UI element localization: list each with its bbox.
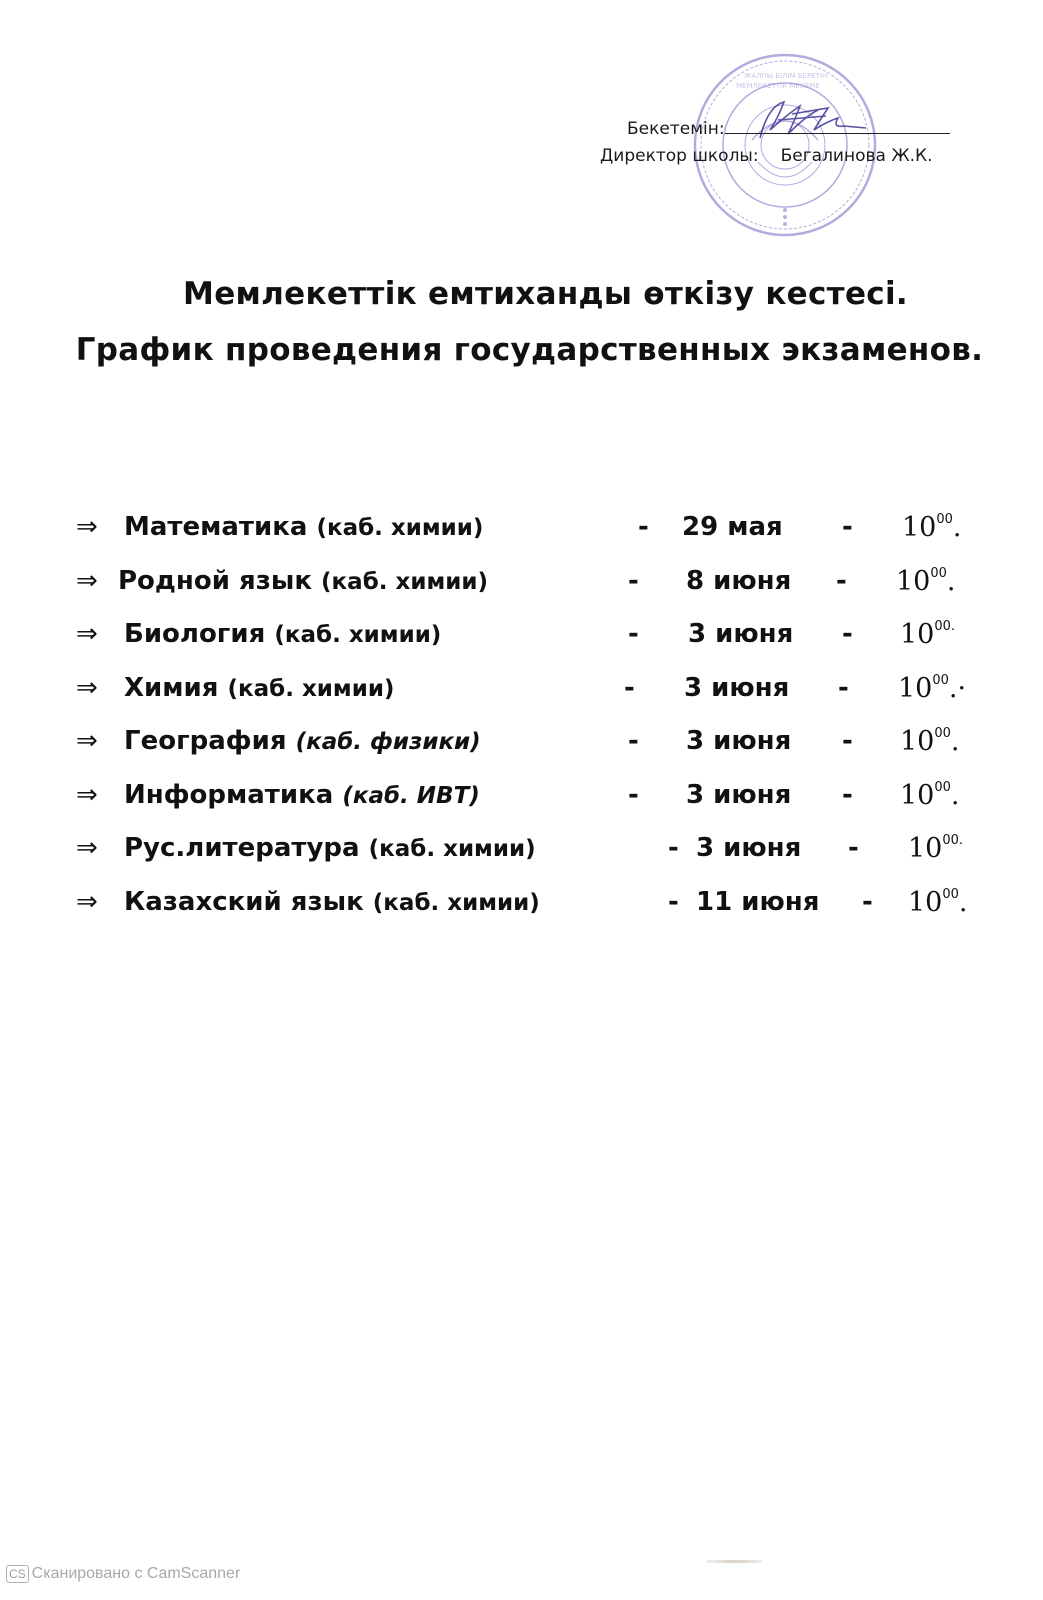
time-hours: 10 — [908, 886, 943, 918]
arrow-icon: ⇒ — [76, 512, 98, 542]
schedule-row — [76, 829, 996, 883]
time-hours: 10 — [900, 619, 935, 650]
separator: - — [836, 565, 847, 596]
camscanner-watermark — [6, 1565, 240, 1583]
separator: - — [842, 779, 853, 810]
arrow-icon: ⇒ — [76, 672, 98, 703]
arrow-icon: ⇒ — [76, 726, 98, 756]
separator: - — [638, 512, 649, 542]
separator: - — [842, 512, 853, 542]
subject-name: Родной язык — [118, 565, 312, 596]
subject-name: Химия — [124, 672, 219, 703]
time-hours: 10 — [898, 672, 933, 704]
time-hours: 10 — [900, 726, 935, 757]
schedule-row — [76, 669, 996, 723]
room: (каб. химии) — [227, 675, 395, 702]
room: (каб. физики) — [295, 729, 481, 755]
exam-time — [908, 833, 963, 864]
time-minutes: 00 — [936, 512, 953, 527]
exam-time — [902, 512, 962, 543]
exam-date: 3 июня — [684, 672, 790, 703]
time-hours: 10 — [902, 512, 937, 543]
exam-time — [900, 619, 955, 650]
room: (каб. химии) — [316, 515, 484, 541]
exam-time — [898, 673, 966, 704]
time-minutes: 00. — [942, 833, 964, 848]
separator: - — [628, 779, 639, 810]
separator: - — [848, 833, 859, 863]
position-label: Директор школы: — [600, 146, 759, 166]
exam-date: 29 мая — [682, 512, 783, 542]
time-minutes: 00 — [934, 779, 951, 795]
arrow-icon: ⇒ — [76, 886, 98, 917]
time-end: . — [946, 565, 956, 597]
schedule-row — [76, 562, 996, 616]
camscanner-logo-icon: CS — [6, 1565, 29, 1583]
separator: - — [862, 886, 873, 917]
subject — [124, 619, 441, 649]
time-hours: 10 — [896, 565, 931, 597]
subject — [124, 673, 394, 703]
title-russian: График проведения государственных экзаменов. — [75, 332, 984, 368]
time-end: . — [950, 726, 960, 757]
subject-name: Рус.литература — [124, 833, 360, 863]
separator: - — [628, 619, 639, 649]
arrow-icon: ⇒ — [76, 779, 98, 810]
title-kazakh: Мемлекеттік емтиханды өткізу кестесі. — [183, 276, 908, 312]
time-hours: 10 — [908, 833, 943, 864]
exam-time — [908, 887, 968, 918]
approval-line — [600, 116, 980, 143]
separator: - — [842, 726, 853, 756]
exam-date: 3 июня — [688, 619, 794, 649]
separator: - — [668, 886, 679, 917]
scan-artifact — [706, 1560, 762, 1563]
exam-schedule — [76, 508, 996, 936]
room: (каб. ИВТ) — [342, 782, 480, 809]
exam-time — [900, 780, 960, 811]
time-end: .· — [948, 672, 967, 704]
exam-date: 11 июня — [696, 886, 820, 917]
subject — [118, 566, 488, 596]
director-name: Бегалинова Ж.К. — [780, 146, 933, 166]
separator: - — [838, 672, 849, 703]
svg-text:ЖАЛПЫ БІЛІМ БЕРЕТІН: ЖАЛПЫ БІЛІМ БЕРЕТІН — [744, 72, 828, 80]
separator: - — [668, 833, 679, 863]
time-hours: 10 — [900, 779, 935, 811]
arrow-icon: ⇒ — [76, 833, 98, 863]
schedule-row — [76, 776, 996, 830]
exam-date: 8 июня — [686, 565, 792, 596]
time-minutes: 00 — [942, 886, 959, 902]
arrow-icon: ⇒ — [76, 565, 98, 596]
time-minutes: 00. — [934, 619, 956, 634]
time-end: . — [952, 512, 962, 543]
schedule-row — [76, 722, 996, 776]
schedule-row — [76, 508, 996, 562]
room: (каб. химии) — [372, 889, 540, 916]
time-end: . — [958, 886, 968, 918]
room: (каб. химии) — [321, 568, 488, 595]
exam-date: 3 июня — [696, 833, 802, 863]
approved-label: Бекетемін: — [627, 119, 725, 139]
subject — [124, 726, 481, 756]
time-end: . — [950, 779, 960, 811]
exam-date: 3 июня — [686, 726, 792, 756]
room: (каб. химии) — [274, 622, 442, 648]
exam-time — [896, 566, 956, 597]
schedule-row — [76, 883, 996, 937]
room: (каб. химии) — [368, 836, 536, 862]
arrow-icon: ⇒ — [76, 619, 98, 649]
subject-name: География — [124, 726, 287, 756]
subject — [124, 833, 536, 863]
subject — [124, 780, 480, 810]
schedule-row — [76, 615, 996, 669]
subject-name: Биология — [124, 619, 266, 649]
director-line — [600, 143, 980, 170]
exam-date: 3 июня — [686, 779, 792, 810]
separator: - — [628, 726, 639, 756]
subject-name: Информатика — [124, 779, 334, 810]
svg-text:МЕМЛЕКЕТТІК МЕКЕМЕ: МЕМЛЕКЕТТІК МЕКЕМЕ — [736, 82, 820, 90]
subject — [124, 512, 483, 542]
signature-line — [725, 118, 950, 134]
watermark-text: Сканировано с CamScanner — [31, 1565, 241, 1582]
subject — [124, 887, 540, 917]
time-minutes: 00 — [930, 565, 947, 581]
time-minutes: 00 — [932, 672, 949, 688]
exam-time — [900, 726, 960, 757]
separator: - — [624, 672, 635, 703]
subject-name: Математика — [124, 512, 308, 542]
time-minutes: 00 — [934, 726, 951, 741]
subject-name: Казахский язык — [124, 886, 364, 917]
separator: - — [842, 619, 853, 649]
approval-block — [600, 116, 980, 170]
separator: - — [628, 565, 639, 596]
